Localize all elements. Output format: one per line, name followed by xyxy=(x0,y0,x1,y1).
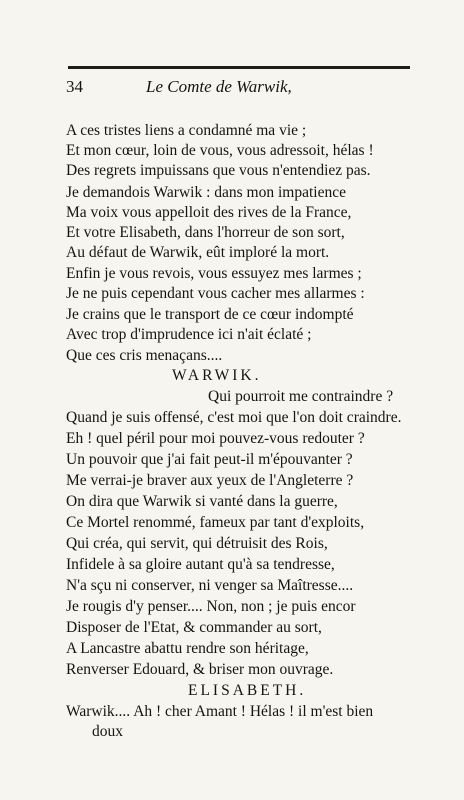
speaker-name: ELISABETH. xyxy=(188,682,307,699)
verse-line: Je rougis d'y penser.... Non, non ; je puis encor xyxy=(66,598,356,615)
verse-line: Enfin je vous revois, vous essuyez mes larmes ; xyxy=(66,265,362,282)
verse-line: Des regrets impuissans que vous n'entendiez pas. xyxy=(66,162,371,179)
verse-line: Infidele à sa gloire autant qu'à sa tendresse, xyxy=(66,556,335,573)
verse-line: Et votre Elisabeth, dans l'horreur de son sort, xyxy=(66,224,345,241)
verse-line: Warwik.... Ah ! cher Amant ! Hélas ! il m'est bien xyxy=(66,703,374,720)
verse-line: Renverser Edouard, & briser mon ouvrage. xyxy=(66,661,334,678)
verse-line: Que ces cris menaçans.... xyxy=(66,347,223,364)
verse-line: Ma voix vous appelloit des rives de la France, xyxy=(66,204,352,221)
verse-line: Quand je suis offensé, c'est moi que l'on doit craindre. xyxy=(66,409,402,426)
verse-line: Je demandois Warwik : dans mon impatience xyxy=(66,184,346,201)
verse-line: Qui pourroit me contraindre ? xyxy=(208,388,394,405)
verse-line: Avec trop d'imprudence ici n'ait éclaté ; xyxy=(66,326,312,343)
verse-line: Qui créa, qui servit, qui détruisit des Rois, xyxy=(66,535,328,552)
speaker-name: WARWIK. xyxy=(172,367,262,384)
verse-line: Me verrai-je braver aux yeux de l'Angleterre ? xyxy=(66,472,354,489)
verse-line: Ce Mortel renommé, fameux par tant d'exploits, xyxy=(66,514,365,531)
verse-line: On dira que Warwik si vanté dans la guerre, xyxy=(66,493,338,510)
verse-line: Je ne puis cependant vous cacher mes allarmes : xyxy=(66,285,365,302)
verse-line: Eh ! quel péril pour moi pouvez-vous redouter ? xyxy=(66,430,365,447)
running-head xyxy=(66,72,412,102)
verse-line: doux xyxy=(92,723,123,740)
verse-line: Un pouvoir que j'ai fait peut-il m'épouvanter ? xyxy=(66,451,353,468)
verse-line: Et mon cœur, loin de vous, vous adressoit, hélas ! xyxy=(66,142,374,159)
verse-line: Au défaut de Warwik, eût imploré la mort. xyxy=(66,244,330,261)
verse-line: Je crains que le transport de ce cœur indompté xyxy=(66,306,354,323)
page-number: 34 xyxy=(66,77,83,96)
verse-line: N'a sçu ni conserver, ni venger sa Maîtresse.... xyxy=(66,577,354,594)
verse-line: A Lancastre abattu rendre son héritage, xyxy=(66,640,309,657)
header-rule xyxy=(68,66,410,69)
verse-line: Disposer de l'Etat, & commander au sort, xyxy=(66,619,322,636)
running-title: Le Comte de Warwik, xyxy=(146,77,292,96)
verse-line: A ces tristes liens a condamné ma vie ; xyxy=(66,122,307,139)
